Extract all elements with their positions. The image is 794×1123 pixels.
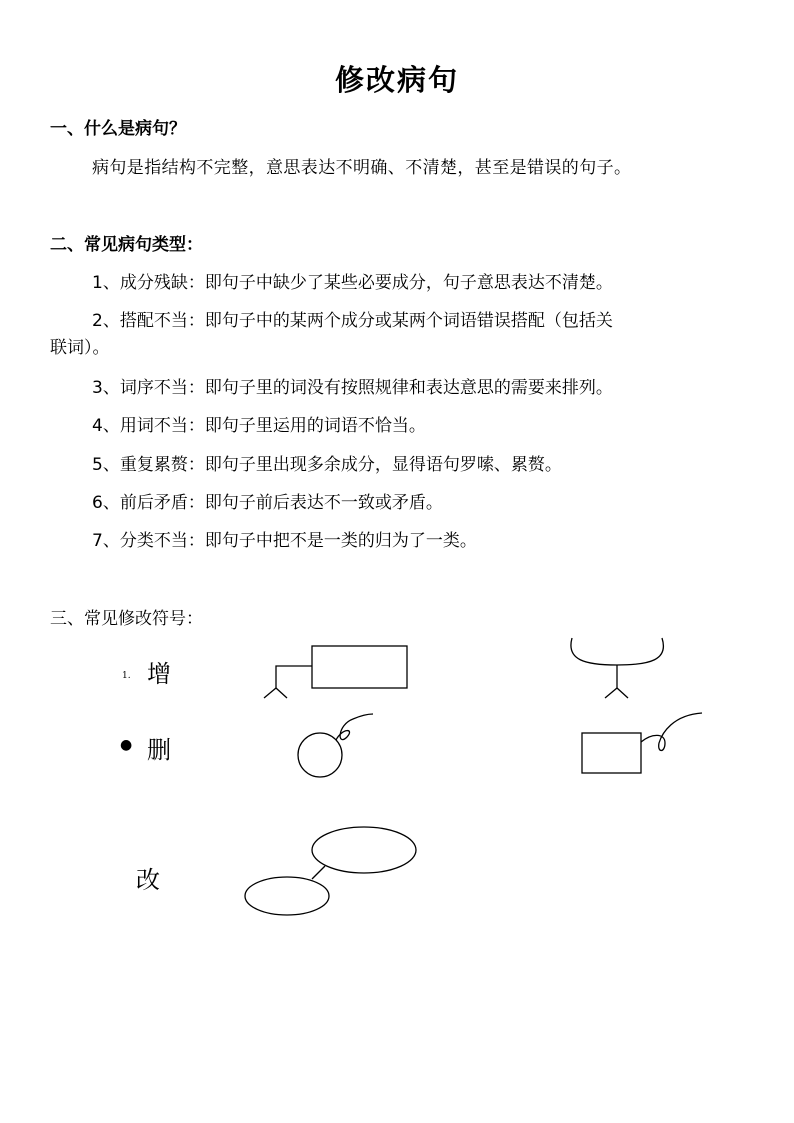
page-title: 修改病句 xyxy=(334,63,459,97)
bullet-icon: ● xyxy=(120,737,133,753)
section3-heading: 三、常见修改符号： xyxy=(50,609,203,629)
symbol-label-change: 改 xyxy=(136,866,160,894)
section1-heading: 一、什么是病句？ xyxy=(50,119,186,139)
insert-box-mark-icon xyxy=(264,646,407,698)
list-item: 7、分类不当：即句子中把不是一类的归为了一类。 xyxy=(92,531,477,551)
symbol-label-add: 增 xyxy=(147,660,171,688)
insert-bracket-mark-icon xyxy=(571,638,664,698)
list-item: 2、搭配不当：即句子中的某两个成分或某两个词语错误搭配（包括关 xyxy=(92,311,613,331)
list-item-continued: 联词）。 xyxy=(50,338,110,358)
delete-circle-mark-icon xyxy=(298,714,373,777)
symbol-label-delete: 删 xyxy=(147,736,171,764)
change-ellipse-mark-icon xyxy=(245,827,416,915)
section2-heading: 二、常见病句类型： xyxy=(50,235,203,255)
section1-text: 病句是指结构不完整，意思表达不明确、不清楚，甚至是错误的句子。 xyxy=(92,158,632,178)
list-item: 3、词序不当：即句子里的词没有按照规律和表达意思的需要来排列。 xyxy=(92,378,613,398)
symbol-marker-add: 1. xyxy=(122,671,131,681)
list-item: 4、用词不当：即句子里运用的词语不恰当。 xyxy=(92,416,426,436)
list-item: 1、成分残缺：即句子中缺少了某些必要成分，句子意思表达不清楚。 xyxy=(92,273,613,293)
delete-box-mark-icon xyxy=(582,713,702,773)
list-item: 5、重复累赘：即句子里出现多余成分，显得语句罗嗦、累赘。 xyxy=(92,455,562,475)
list-item: 6、前后矛盾：即句子前后表达不一致或矛盾。 xyxy=(92,493,443,513)
